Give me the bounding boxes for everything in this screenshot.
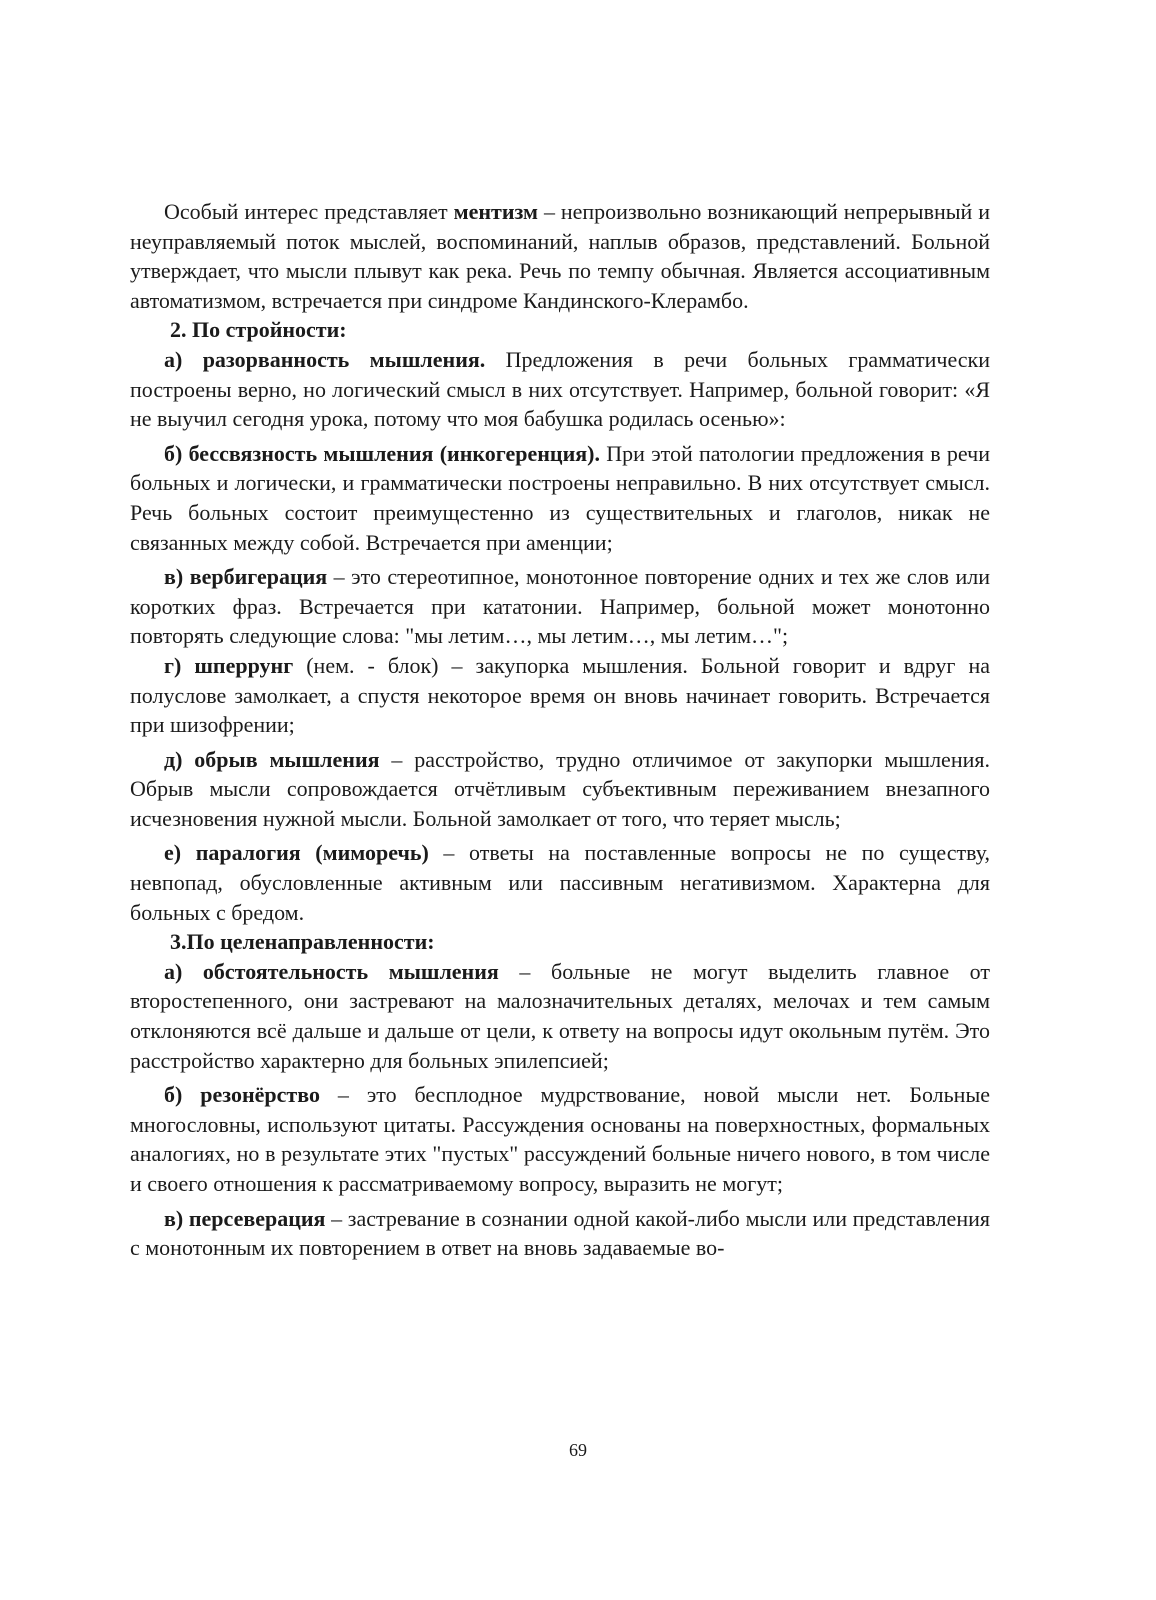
paragraph-paralogia (130, 838, 990, 927)
paragraph-text: – непроизвольно возникающий непрерывный и неуправляемый поток мыслей, воспоминаний, наплыв образов, представлений. Больной утверждает, что мысли плывут как река. Речь по темпу обычная. Является ассоциативным автоматизмом, встречается при синдроме Кандинского-Клерамбо. (130, 199, 990, 313)
term-verbigeration: в) вербигерация (164, 564, 328, 590)
heading-text: 3.По целенаправленности: (170, 929, 435, 955)
paragraph-incoherentia (130, 439, 990, 557)
term-bessvyaznost: б) бессвязность мышления (инкогеренция). (164, 440, 600, 466)
paragraph-text: – ответы на поставленные вопросы не по существу, невпопад, обусловленные активным или пассивным негативизмом. Характерна для больных с бредом. (130, 840, 991, 925)
page-number: 69 (569, 1440, 587, 1460)
paragraph-mentism (130, 197, 990, 315)
paragraph-text: – это бесплодное мудрствование, новой мысли нет. Больные многословны, используют цитаты. Рассуждения основаны на поверхностных, формальных аналогиях, но в результате этих "пустых" рассуждений больные ничего нового, в том числе и своего отношения к рассматриваемому вопросу, выразить не могут; (130, 1082, 990, 1196)
paragraph-text: (нем. - блок) – закупорка мышления. Больной говорит и вдруг на полуслове замолкает, а спустя некоторое время он вновь начинает говорить. Встречается при шизофрении; (130, 652, 990, 738)
term-razorvannost: а) разорванность мышления. (164, 346, 486, 372)
term-obstoyatelnost: а) обстоятельность мышления (164, 958, 499, 984)
term-obryv: д) обрыв мышления (164, 746, 380, 772)
paragraph-incoherence (130, 345, 990, 434)
paragraph-text: – застревание в сознании одной какой-либо мысли или представления с монотонным их повторением в ответ на вновь задаваемые во- (130, 1205, 990, 1261)
paragraph-text: Предложения в речи больных грамматически построены верно, но логический смысл в них отсутствует. Например, больной говорит: «Я не выучил сегодня урока, потому что моя бабушка родилась осенью»: (130, 346, 990, 432)
page-body (130, 197, 990, 1263)
term-perseveration: в) персеверация (164, 1205, 326, 1231)
paragraph-verbigeration (130, 562, 990, 651)
section-heading-purposefulness (130, 927, 990, 957)
term-sperrung: г) шперрунг (164, 652, 294, 678)
paragraph-lead: Особый интерес представляет (164, 199, 454, 224)
paragraph-text: – расстройство, трудно отличимое от закупорки мышления. Обрыв мысли сопровождается отчётливым субъективным переживанием внезапного исчезновения нужной мысли. Больной замолкает от того, что теряет мысль; (130, 746, 990, 831)
paragraph-sperrung (130, 651, 990, 740)
paragraph-text: При этой патологии предложения в речи больных и логически, и грамматически построены неправильно. В них отсутствует смысл. Речь больных состоит преимущестенно из существительных и глаголов, никак не связанных между собой. Встречается при аменции; (130, 440, 990, 555)
paragraph-text: – это стереотипное, монотонное повторение одних и тех же слов или коротких фраз. Встречается при кататонии. Например, больной может монотонно повторять следующие слова: "мы летим…, мы летим…, мы летим…"; (130, 564, 990, 649)
paragraph-thought-break (130, 745, 990, 834)
section-heading-coherence (130, 315, 990, 345)
heading-text: 2. По стройности: (170, 317, 347, 343)
term-paralogia: е) паралогия (миморечь) (164, 840, 429, 866)
term-rezonerstvo: б) резонёрство (164, 1082, 320, 1108)
paragraph-text: – больные не могут выделить главное от второстепенного, они застревают на малозначительных деталях, мелочах и тем самым отклоняются всё дальше и дальше от цели, к ответу на вопросы идут окольным путём. Это расстройство характерно для больных эпилепсией; (130, 958, 990, 1073)
paragraph-perseveration (130, 1204, 990, 1263)
paragraph-reasoning (130, 1080, 990, 1198)
paragraph-circumstantiality (130, 957, 990, 1075)
term-mentism: ментизм (453, 199, 539, 224)
